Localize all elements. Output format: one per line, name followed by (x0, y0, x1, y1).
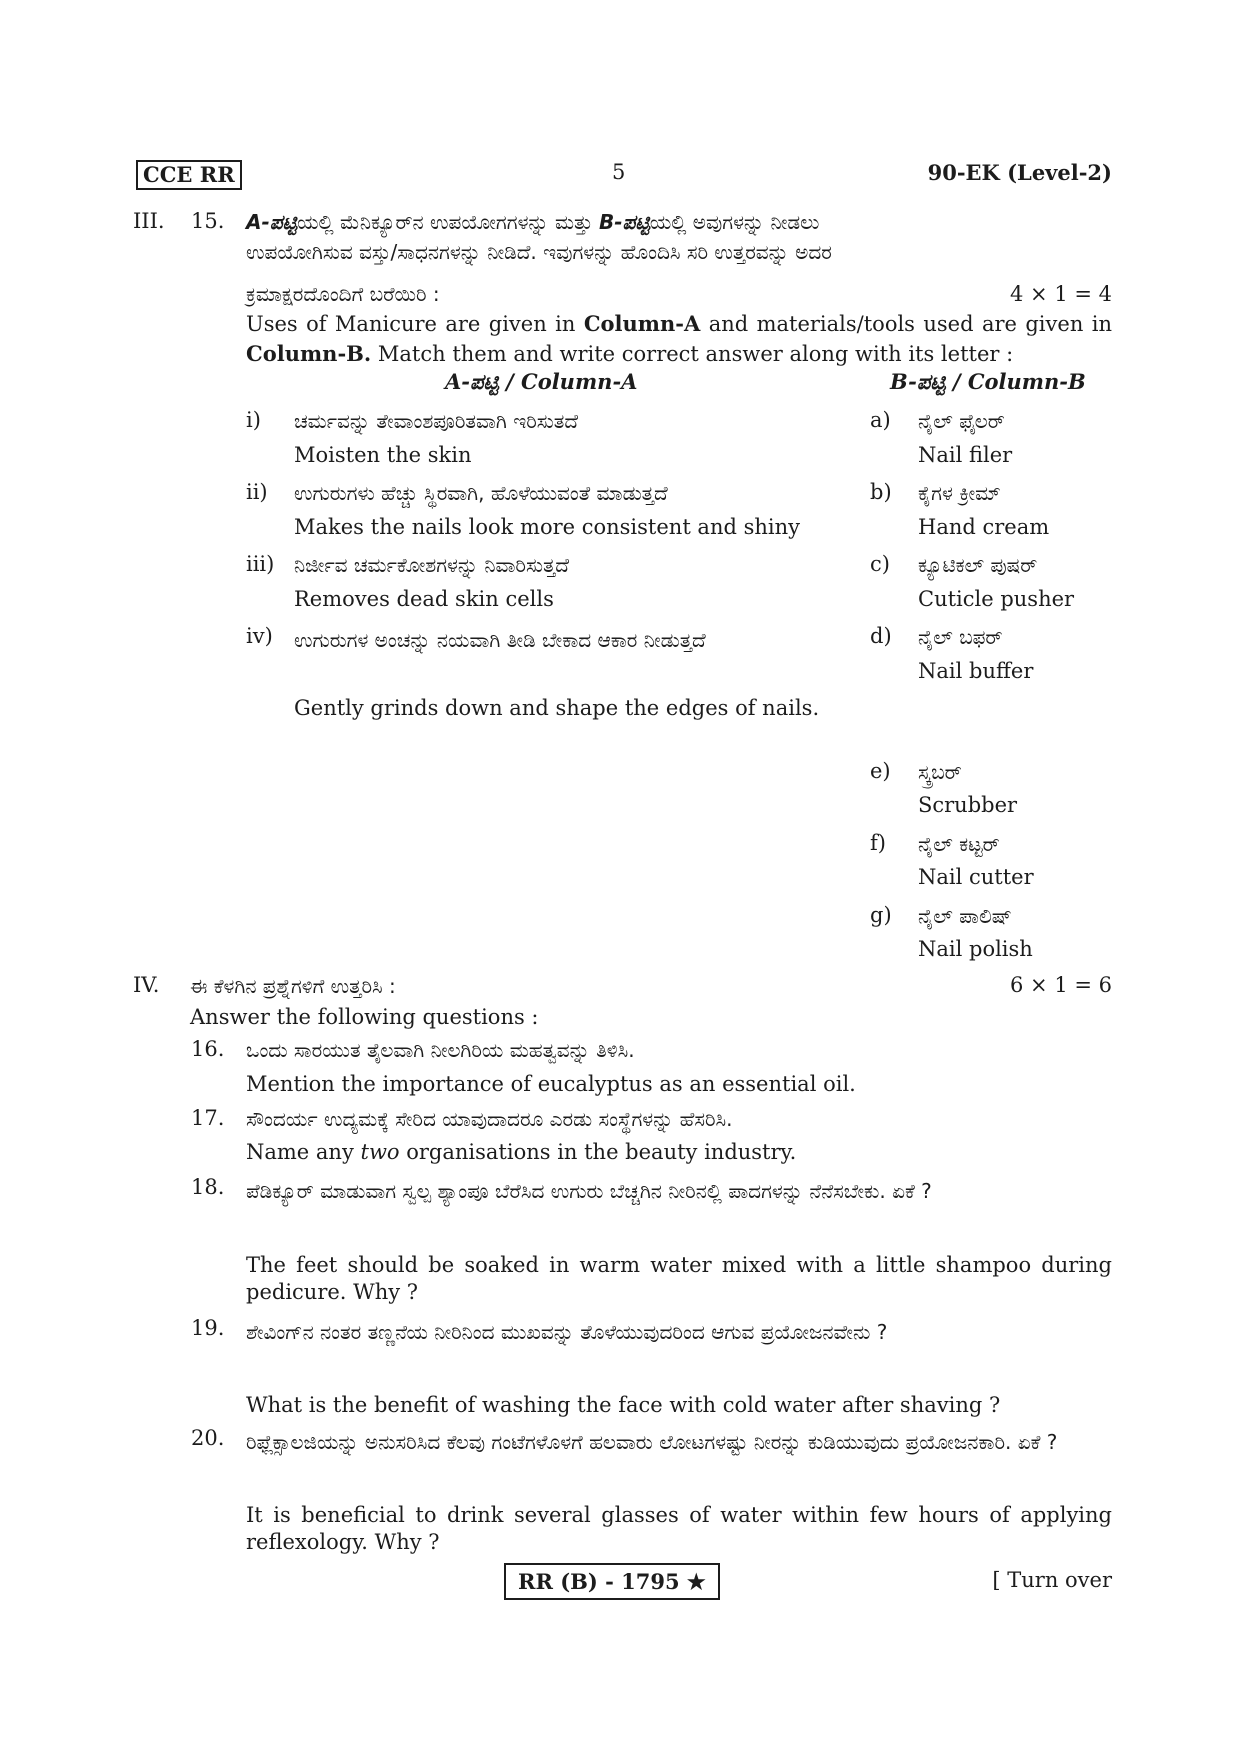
col-b-item-label: e) (870, 759, 891, 783)
q15-kannada-line3: ಕ್ರಮಾಕ್ಷರದೊಂದಿಗೆ ಬರೆಯಿರಿ : (246, 282, 440, 306)
col-b-item-kannada: ಕೈಗಳ ಕ್ರೀಮ್ (918, 481, 1001, 505)
section-iv-english-instruction: Answer the following questions : (190, 1005, 539, 1029)
column-b-heading: B-ಪಟ್ಟಿ / Column-B (890, 369, 1086, 394)
col-b-item-english: Cuticle pusher (918, 587, 1075, 611)
col-a-item-english: Gently grinds down and shape the edges of nails. (294, 696, 820, 720)
col-b-item-kannada: ನೈಲ್ ಪಾಲಿಷ್ (918, 904, 1012, 928)
question-15-number: 15. (191, 209, 225, 233)
question-kannada: ಶೇವಿಂಗ್‌ನ ನಂತರ ತಣ್ಣನೆಯ ನೀರಿನಿಂದ ಮುಖವನ್ನು ತೊಳೆಯುವುದರಿಂದ ಆಗುವ ಪ್ರಯೋಜನವೇನು ? (246, 1320, 888, 1344)
col-b-item-english: Nail polish (918, 937, 1033, 961)
q15-marks: 4 × 1 = 4 (1010, 282, 1112, 306)
page-number: 5 (612, 160, 626, 184)
question-english: Mention the importance of eucalyptus as an essential oil. (246, 1072, 856, 1096)
question-english (246, 1138, 796, 1167)
col-b-item-kannada: ನೈಲ್ ಫೈಲರ್ (918, 409, 1005, 433)
question-kannada: ಸೌಂದರ್ಯ ಉದ್ಯಮಕ್ಕೆ ಸೇರಿದ ಯಾವುದಾದರೂ ಎರಡು ಸಂಸ್ಥೆಗಳನ್ನು ಹೆಸರಿಸಿ. (246, 1107, 733, 1131)
col-b-item-kannada: ನೈಲ್ ಬಫರ್ (918, 625, 1003, 649)
q15-kannada-line2: ಉಪಯೋಗಿಸುವ ವಸ್ತು/ಸಾಧನಗಳನ್ನು ನೀಡಿದೆ. ಇವುಗಳನ್ನು ಹೊಂದಿಸಿ ಸರಿ ಉತ್ತರವನ್ನು ಅದರ (246, 240, 832, 264)
q15-en-column-b: Column-B. (246, 341, 372, 366)
col-b-item-kannada: ಕ್ಯೂಟಿಕಲ್ ಪುಷರ್ (918, 553, 1038, 577)
col-b-item-kannada: ನೈಲ್ ಕಟ್ಟರ್ (918, 832, 1000, 856)
question-number: 17. (191, 1106, 225, 1130)
question-kannada: ರಿಫ್ಲೆಕ್ಸಾಲಜಿಯನ್ನು ಅನುಸರಿಸಿದ ಕೆಲವು ಗಂಟೆಗಳೊಳಗೆ ಹಲವಾರು ಲೋಟಗಳಷ್ಟು ನೀರನ್ನು ಕುಡಿಯುವುದು ಪ್ರಯೋಜನಕಾರಿ. ಏಕೆ ? (246, 1430, 1058, 1454)
question-number: 20. (191, 1426, 225, 1450)
col-a-item-kannada: ಉಗುರುಗಳು ಹೆಚ್ಚು ಸ್ಥಿರವಾಗಿ, ಹೊಳೆಯುವಂತೆ ಮಾಡುತ್ತದೆ (294, 481, 668, 505)
col-b-item-english: Scrubber (918, 793, 1018, 817)
col-a-item-label: ii) (246, 480, 268, 504)
q15-en-text-3: Match them and write correct answer along with its letter : (371, 342, 1014, 366)
q15-col-b-ref: B-ಪಟ್ಟಿ (599, 210, 650, 234)
question-kannada: ಒಂದು ಸಾರಯುತ ತೈಲವಾಗಿ ನೀಲಗಿರಿಯ ಮಹತ್ವವನ್ನು ತಿಳಿಸಿ. (246, 1038, 635, 1062)
col-b-item-english: Hand cream (918, 515, 1050, 539)
col-b-item-label: d) (870, 624, 892, 648)
col-b-item-label: g) (870, 903, 892, 927)
q15-en-column-a: Column-A (583, 311, 701, 336)
col-a-item-label: iii) (246, 552, 275, 576)
q17-en-text-2: organisations in the beauty industry. (399, 1140, 797, 1164)
col-b-item-label: c) (870, 552, 890, 576)
question-number: 16. (191, 1037, 225, 1061)
col-a-item-english: Moisten the skin (294, 443, 472, 467)
col-a-item-english: Removes dead skin cells (294, 587, 554, 611)
q15-kannada-line1 (246, 208, 1114, 237)
col-a-item-kannada: ಚರ್ಮವನ್ನು ತೇವಾಂಶಪೂರಿತವಾಗಿ ಇರಿಸುತದೆ (294, 409, 579, 433)
question-english: What is the benefit of washing the face with cold water after shaving ? (246, 1393, 1001, 1417)
q15-col-a-ref: A-ಪಟ್ಟಿ (246, 210, 298, 234)
col-b-item-label: f) (870, 831, 886, 855)
q17-en-italic: two (360, 1140, 400, 1164)
col-a-item-kannada: ಉಗುರುಗಳ ಅಂಚನ್ನು ನಯವಾಗಿ ತೀಡಿ ಬೇಕಾದ ಆಕಾರ ನೀಡುತ್ತದೆ (294, 628, 706, 652)
question-number: 18. (191, 1175, 225, 1199)
col-b-item-english: Nail cutter (918, 865, 1034, 889)
question-number: 19. (191, 1316, 225, 1340)
q15-en-text-1: Uses of Manicure are given in (246, 312, 584, 336)
col-b-item-english: Nail filer (918, 443, 1013, 467)
col-a-item-english: Makes the nails look more consistent and shiny (294, 515, 800, 539)
q17-en-text-1: Name any (246, 1140, 361, 1164)
section-iv-marks: 6 × 1 = 6 (1010, 973, 1112, 997)
section-iv-roman: IV. (133, 973, 160, 997)
question-english: It is beneficial to drink several glasses of water within few hours of applying reflexology. Why ? (246, 1503, 1112, 1554)
question-english: The feet should be soaked in warm water mixed with a little shampoo during pedicure. Why ? (246, 1253, 1112, 1304)
q15-en-text-2: and materials/tools used are given in (700, 312, 1112, 336)
paper-code-box: CCE RR (136, 160, 242, 190)
col-a-item-kannada: ನಿರ್ಜೀವ ಚರ್ಮಕೋಶಗಳನ್ನು ನಿವಾರಿಸುತ್ತದೆ (294, 553, 569, 577)
q15-english-instruction (246, 309, 1112, 369)
footer-code-box: RR (B) - 1795 ★ (504, 1563, 720, 1600)
q15-kannada-line1-text-b: ಯಲ್ಲಿ ಅವುಗಳನ್ನು ನೀಡಲು (649, 210, 820, 234)
col-b-item-label: b) (870, 480, 892, 504)
section-iii-roman: III. (133, 209, 165, 233)
subject-code: 90-EK (Level-2) (927, 160, 1112, 185)
col-b-item-kannada: ಸ್ಕ್ರಬರ್ (918, 760, 962, 784)
question-kannada: ಪೆಡಿಕ್ಯೂರ್ ಮಾಡುವಾಗ ಸ್ವಲ್ಪ ಶ್ಯಾಂಪೂ ಬೆರೆಸಿದ ಉಗುರು ಬೆಚ್ಚಗಿನ ನೀರಿನಲ್ಲಿ ಪಾದಗಳನ್ನು ನೆನೆಸಬೇಕು. ಏಕೆ ? (246, 1179, 932, 1203)
turn-over-note: [ Turn over (992, 1568, 1112, 1592)
col-a-item-label: i) (246, 408, 261, 432)
column-a-heading: A-ಪಟ್ಟಿ / Column-A (445, 369, 638, 394)
col-b-item-english: Nail buffer (918, 659, 1034, 683)
col-b-item-label: a) (870, 408, 891, 432)
section-iv-kannada-instruction: ಈ ಕೆಳಗಿನ ಪ್ರಶ್ನೆಗಳಿಗೆ ಉತ್ತರಿಸಿ : (190, 974, 396, 998)
col-a-item-label: iv) (246, 624, 273, 648)
q15-kannada-line1-text-a: ಯಲ್ಲಿ ಮೆನಿಕ್ಯೂರ್‌ನ ಉಪಯೋಗಗಳನ್ನು ಮತ್ತು (297, 210, 599, 234)
